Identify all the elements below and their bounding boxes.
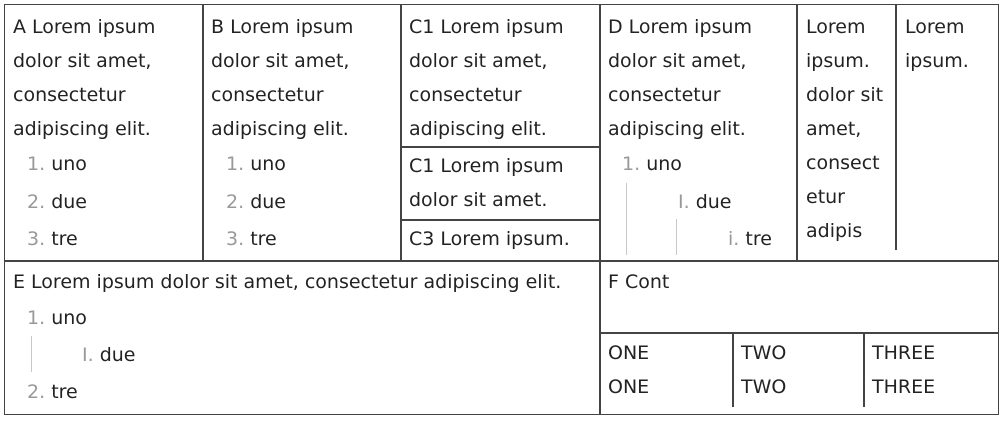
cell-a-list-item (27, 222, 78, 256)
cell-c3-text: C3 Lorem ipsum. (409, 228, 570, 250)
table-cell: TWO (741, 376, 787, 398)
list-number: I. (678, 191, 690, 213)
divider-table-col2 (863, 332, 865, 407)
cell-f-text: F Cont (608, 271, 670, 293)
list-number: 3. (226, 228, 245, 250)
cell-b-list-item (226, 185, 286, 219)
list-number: I. (82, 344, 94, 366)
cell-narrow1-line: dolor sit (806, 84, 884, 106)
list-text: uno (51, 153, 87, 175)
cell-narrow1-line: Lorem (806, 16, 866, 38)
divider-narrow1-narrow2 (895, 4, 897, 250)
cell-d-line: adipiscing elit. (608, 118, 746, 140)
cell-d-line: consectetur (608, 84, 721, 106)
cell-narrow2-line: ipsum. (905, 50, 969, 72)
cell-narrow1-line: amet, (806, 118, 862, 140)
divider-a-b (202, 4, 204, 261)
cell-narrow2-paragraph (905, 10, 969, 78)
list-number: i. (728, 228, 740, 250)
list-text: tre (745, 228, 772, 250)
list-text: due (51, 191, 87, 213)
table-cell: ONE (608, 342, 650, 364)
table-cell: TWO (741, 342, 787, 364)
divider-b-c (400, 4, 402, 261)
list-number: 2. (27, 381, 46, 403)
cell-d-line: D Lorem ipsum (608, 16, 752, 38)
cell-narrow1-line: ipsum. (806, 50, 870, 72)
divider-d-narrow1 (796, 4, 798, 261)
cell-c1-line: dolor sit amet, (409, 50, 548, 72)
cell-narrow2-line: Lorem (905, 16, 965, 38)
list-number: 3. (27, 228, 46, 250)
list-text: due (99, 344, 136, 366)
list-text: due (695, 191, 732, 213)
list-text: uno (51, 307, 87, 329)
cell-e-list-item (27, 375, 78, 409)
cell-a-line: consectetur (13, 84, 126, 106)
table-cell: THREE (872, 342, 936, 364)
list-text: tre (51, 228, 78, 250)
cell-b-line: dolor sit amet, (211, 50, 350, 72)
cell-a-line: A Lorem ipsum (13, 16, 156, 38)
cell-c1-paragraph (409, 10, 564, 146)
list-number: 1. (27, 307, 46, 329)
indent-guide (31, 336, 32, 372)
cell-a-paragraph (13, 10, 155, 146)
cell-a-line: dolor sit amet, (13, 50, 152, 72)
divider-c1-c2 (400, 146, 600, 148)
cell-e-text: E Lorem ipsum dolor sit amet, consectetur adipiscing elit. (13, 271, 562, 293)
cell-d-paragraph (608, 10, 752, 146)
cell-b-line: adipiscing elit. (211, 118, 349, 140)
list-number: 2. (27, 191, 46, 213)
cell-d-list-level1 (622, 147, 682, 181)
list-text: uno (646, 153, 682, 175)
cell-c1-line: adipiscing elit. (409, 118, 547, 140)
list-text: tre (51, 381, 78, 403)
table-cell: THREE (872, 376, 936, 398)
cell-e-list-subitem (82, 338, 136, 372)
list-text: uno (250, 153, 286, 175)
cell-narrow1-line: consect (806, 152, 880, 174)
cell-a-list-item (27, 185, 87, 219)
divider-table-col1 (732, 332, 734, 407)
cell-d-list-level3 (728, 222, 772, 256)
cell-c1-line: consectetur (409, 84, 522, 106)
cell-narrow1-paragraph (806, 10, 883, 248)
cell-e-list-item (27, 301, 87, 335)
cell-b-list-item (226, 147, 286, 181)
cell-narrow1-line: adipis (806, 220, 863, 242)
divider-row1-row2 (4, 260, 999, 262)
cell-a-line: adipiscing elit. (13, 118, 151, 140)
cell-b-paragraph (211, 10, 353, 146)
divider-c-d (599, 4, 601, 415)
cell-narrow1-line: etur (806, 186, 845, 208)
cell-c2-line: C1 Lorem ipsum (409, 155, 564, 177)
cell-c2-paragraph (409, 149, 564, 217)
cell-b-list-item (226, 222, 277, 256)
cell-c1-line: C1 Lorem ipsum (409, 16, 564, 38)
list-number: 2. (226, 191, 245, 213)
indent-guide (626, 183, 627, 255)
divider-c2-c3 (400, 219, 600, 221)
cell-b-line: consectetur (211, 84, 324, 106)
cell-d-list-level2 (678, 185, 732, 219)
list-number: 1. (226, 153, 245, 175)
cell-d-line: dolor sit amet, (608, 50, 747, 72)
cell-b-line: B Lorem ipsum (211, 16, 354, 38)
cell-a-list-item (27, 147, 87, 181)
list-text: tre (250, 228, 277, 250)
table-cell: ONE (608, 376, 650, 398)
indent-guide (676, 219, 677, 255)
list-text: due (250, 191, 286, 213)
list-number: 1. (27, 153, 46, 175)
cell-c2-line: dolor sit amet. (409, 189, 548, 211)
list-number: 1. (622, 153, 641, 175)
divider-f-table (599, 332, 999, 334)
